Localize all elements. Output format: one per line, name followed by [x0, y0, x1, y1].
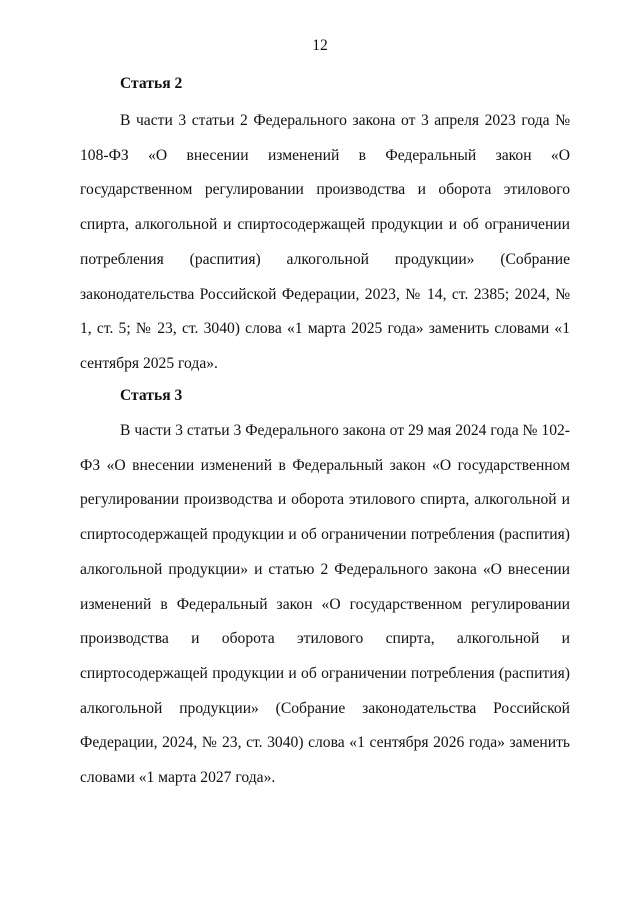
article-3-heading: Статья 3	[120, 387, 183, 404]
article-3-text: В части 3 статьи 3 Федерального закона от 29 мая 2024 года № 102-ФЗ «О внесении изменений в Федеральный закон «О государственном регулировании производства и оборота этилового спирта, алкогольной и спиртосодержащей продукции и об ограничении потребления (распития) алкогольной продукции» и статью 2 Федерального закона «О внесении изменений в Федеральный закон «О государственном регулировании производства и оборота этилового спирта, алкогольной и спиртосодержащей продукции и об ограничении потребления (распития) алкогольной продукции» (Собрание законодательства Российской Федерации, 2024, № 23, ст. 3040) слова «1 сентября 2026 года» заменить словами «1 марта 2027 года».	[80, 422, 570, 787]
page-number: 12	[312, 37, 328, 54]
article-2-heading: Статья 2	[120, 75, 183, 92]
article-2-text: В части 3 статьи 2 Федерального закона от 3 апреля 2023 года № 108-ФЗ «О внесении изменений в Федеральный закон «О государственном регулировании производства и оборота этилового спирта, алкогольной и спиртосодержащей продукции и об ограничении потребления (распития) алкогольной продукции» (Собрание законодательства Российской Федерации, 2023, № 14, ст. 2385; 2024, № 1, ст. 5; № 23, ст. 3040) слова «1 марта 2025 года» заменить словами «1 сентября 2025 года».	[80, 112, 570, 372]
